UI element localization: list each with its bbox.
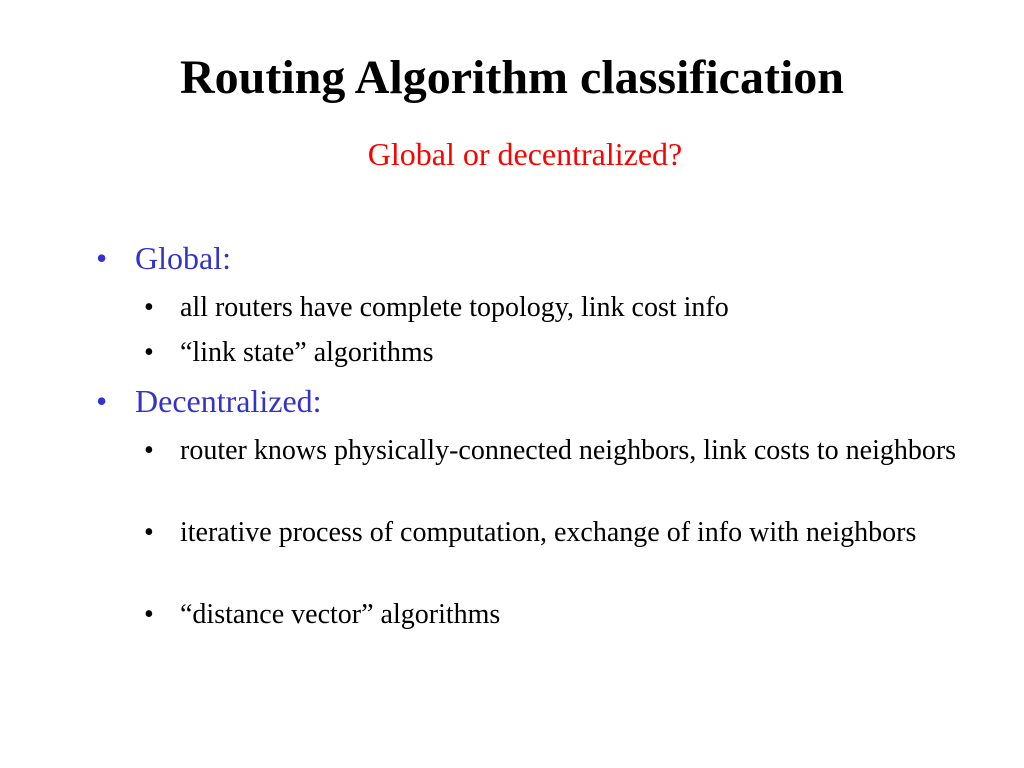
list-item: [144, 432, 964, 470]
bullet-icon: •: [144, 517, 154, 548]
section-heading-global: [96, 238, 231, 278]
list-item-text: router knows physically-connected neighbors, link costs to neighbors: [180, 435, 957, 466]
section-heading-label: Decentralized:: [135, 383, 322, 419]
slide-title: Routing Algorithm classification: [179, 51, 844, 104]
bullet-icon: •: [144, 599, 154, 630]
list-item: [144, 334, 964, 372]
list-item-text: “link state” algorithms: [180, 337, 434, 368]
list-item: [144, 289, 964, 327]
section-heading-label: Global:: [135, 240, 231, 276]
bullet-icon: •: [96, 240, 108, 276]
list-item: [144, 514, 964, 552]
bullet-icon: •: [144, 292, 154, 323]
bullet-icon: •: [144, 435, 154, 466]
list-item-text: iterative process of computation, exchange of info with neighbors: [180, 517, 917, 548]
bullet-icon: •: [96, 383, 108, 419]
bullet-icon: •: [144, 337, 154, 368]
list-item: [144, 596, 964, 634]
list-item-text: all routers have complete topology, link cost info: [180, 292, 729, 323]
slide-subtitle: Global or decentralized?: [367, 136, 683, 172]
section-heading-decentralized: [96, 381, 322, 421]
list-item-text: “distance vector” algorithms: [180, 599, 501, 630]
